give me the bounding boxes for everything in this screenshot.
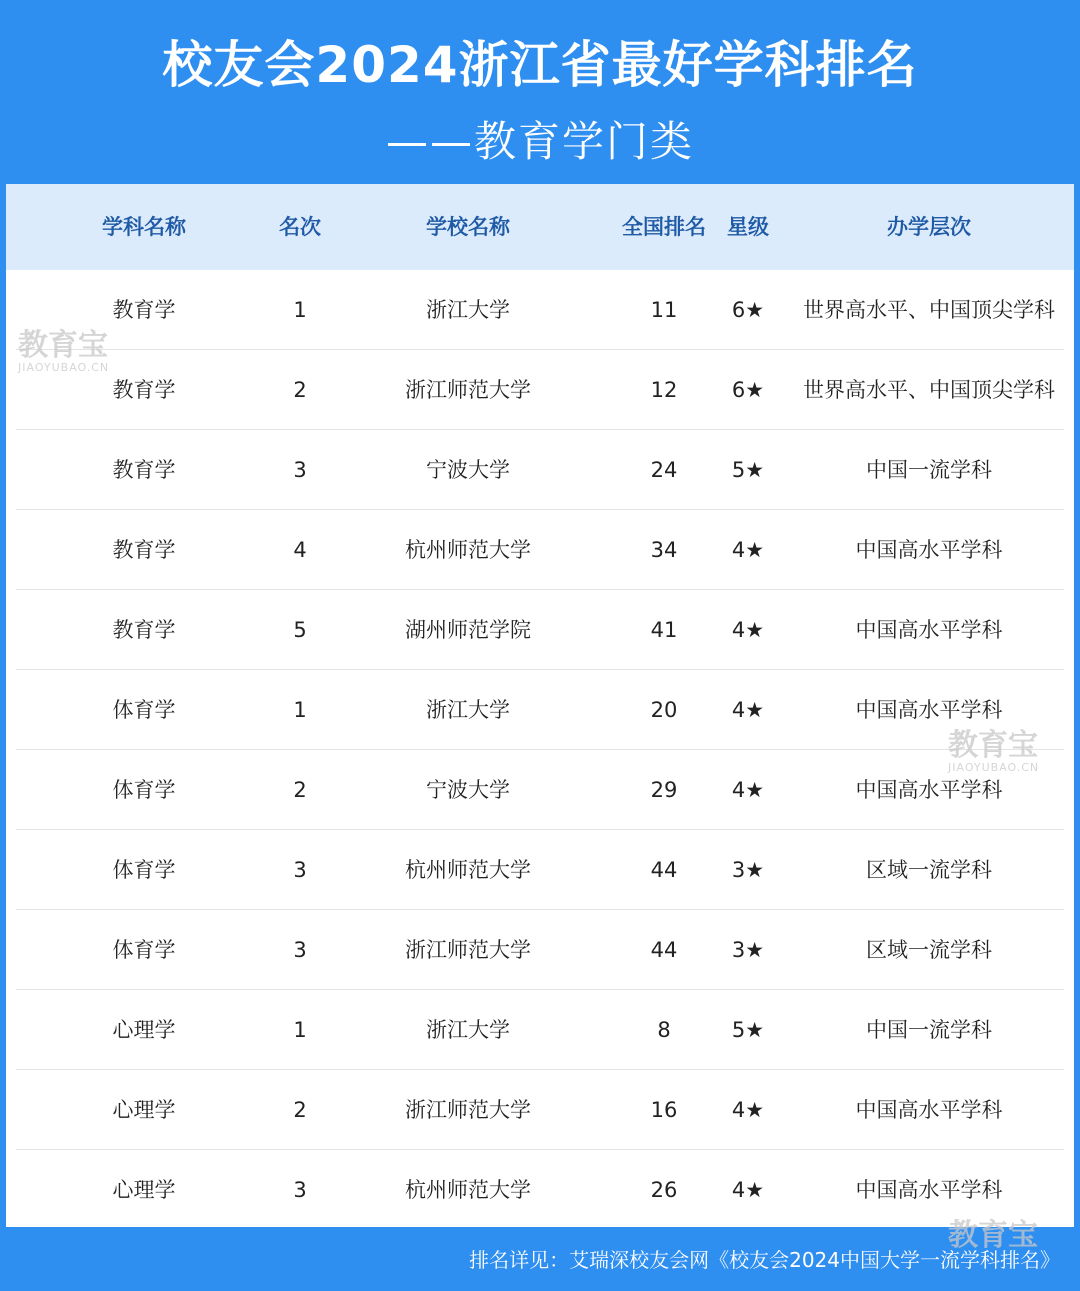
cell-level: 中国高水平学科 (855, 1178, 1003, 1202)
cell-school: 浙江大学 (426, 698, 510, 722)
cell-rank: 1 (293, 698, 307, 722)
cell-school: 浙江师范大学 (405, 1098, 531, 1122)
cell-rank: 2 (293, 1098, 307, 1122)
cell-rank: 4 (293, 538, 307, 562)
cell-level: 区域一流学科 (866, 938, 992, 962)
cell-stars: 3★ (731, 858, 765, 882)
cell-subject: 体育学 (112, 698, 176, 722)
cell-level: 中国高水平学科 (855, 538, 1003, 562)
cell-stars: 3★ (731, 938, 765, 962)
cell-stars: 6★ (731, 378, 765, 402)
watermark-logo (18, 330, 109, 374)
cell-national-rank: 41 (650, 618, 678, 642)
cell-subject: 心理学 (112, 1098, 176, 1122)
cell-level: 世界高水平、中国顶尖学科 (803, 378, 1055, 402)
cell-subject: 心理学 (112, 1178, 176, 1202)
cell-rank: 3 (293, 1178, 307, 1202)
table-row (6, 510, 1074, 590)
watermark-logo (948, 1220, 1038, 1252)
cell-stars: 5★ (731, 1018, 765, 1042)
cell-school: 杭州师范大学 (405, 858, 531, 882)
cell-level: 中国高水平学科 (855, 698, 1003, 722)
cell-stars: 6★ (731, 298, 765, 322)
cell-level: 中国一流学科 (866, 1018, 992, 1042)
table-row (6, 990, 1074, 1070)
cell-rank: 5 (293, 618, 307, 642)
column-header-rank: 名次 (279, 215, 321, 239)
table-row (6, 590, 1074, 670)
column-header-school: 学校名称 (426, 215, 510, 239)
cell-level: 中国高水平学科 (855, 1098, 1003, 1122)
cell-school: 浙江大学 (426, 1018, 510, 1042)
watermark-text: 教育宝 (948, 1218, 1038, 1253)
watermark-subtext: JIAOYUBAO.CN (948, 761, 1040, 774)
cell-national-rank: 12 (650, 378, 678, 402)
cell-level: 中国高水平学科 (855, 618, 1003, 642)
cell-rank: 3 (293, 938, 307, 962)
cell-rank: 2 (293, 778, 307, 802)
cell-subject: 教育学 (112, 378, 176, 402)
cell-level: 中国一流学科 (866, 458, 992, 482)
cell-national-rank: 26 (650, 1178, 678, 1202)
cell-school: 杭州师范大学 (405, 538, 531, 562)
table-row (6, 430, 1074, 510)
column-header-national-rank: 全国排名 (622, 215, 706, 239)
cell-national-rank: 29 (650, 778, 678, 802)
cell-national-rank: 34 (650, 538, 678, 562)
cell-national-rank: 16 (650, 1098, 678, 1122)
cell-national-rank: 8 (657, 1018, 671, 1042)
cell-subject: 教育学 (112, 618, 176, 642)
column-header-stars: 星级 (727, 215, 769, 239)
cell-rank: 2 (293, 378, 307, 402)
table-row (6, 670, 1074, 750)
watermark-text: 教育宝 (18, 328, 108, 363)
source-note: 排名详见：艾瑞深校友会网《校友会2024中国大学一流学科排名》 (469, 1248, 1060, 1272)
cell-stars: 4★ (731, 778, 765, 802)
cell-school: 湖州师范学院 (405, 618, 531, 642)
cell-national-rank: 11 (650, 298, 678, 322)
cell-school: 浙江师范大学 (405, 378, 531, 402)
cell-subject: 体育学 (112, 778, 176, 802)
cell-subject: 教育学 (112, 458, 176, 482)
cell-stars: 4★ (731, 1098, 765, 1122)
cell-national-rank: 44 (650, 858, 678, 882)
cell-level: 区域一流学科 (866, 858, 992, 882)
cell-subject: 心理学 (112, 1018, 176, 1042)
cell-school: 浙江师范大学 (405, 938, 531, 962)
watermark-text: 教育宝 (948, 728, 1038, 763)
cell-school: 宁波大学 (426, 778, 510, 802)
column-header-subject: 学科名称 (102, 215, 186, 239)
cell-subject: 教育学 (112, 538, 176, 562)
cell-national-rank: 24 (650, 458, 678, 482)
cell-subject: 教育学 (112, 298, 176, 322)
cell-stars: 4★ (731, 538, 765, 562)
cell-subject: 体育学 (112, 938, 176, 962)
cell-school: 杭州师范大学 (405, 1178, 531, 1202)
column-header-level: 办学层次 (887, 215, 971, 239)
table-row (6, 750, 1074, 830)
page-subtitle: ——教育学门类 (385, 117, 694, 166)
table-row (6, 1150, 1074, 1230)
cell-rank: 3 (293, 858, 307, 882)
watermark-logo (948, 730, 1039, 774)
cell-school: 浙江大学 (426, 298, 510, 322)
table-row (6, 1070, 1074, 1150)
ranking-table (6, 184, 1074, 1227)
cell-stars: 5★ (731, 458, 765, 482)
table-row (6, 910, 1074, 990)
cell-level: 中国高水平学科 (855, 778, 1003, 802)
table-header (6, 184, 1074, 270)
watermark-subtext: JIAOYUBAO.CN (18, 361, 110, 374)
table-row (6, 350, 1074, 430)
cell-rank: 1 (293, 1018, 307, 1042)
cell-level: 世界高水平、中国顶尖学科 (803, 298, 1055, 322)
cell-national-rank: 20 (650, 698, 678, 722)
table-row (6, 830, 1074, 910)
cell-national-rank: 44 (650, 938, 678, 962)
cell-rank: 1 (293, 298, 307, 322)
cell-stars: 4★ (731, 1178, 765, 1202)
table-row (6, 270, 1074, 350)
page-title: 校友会2024浙江省最好学科排名 (162, 36, 918, 94)
cell-subject: 体育学 (112, 858, 176, 882)
cell-rank: 3 (293, 458, 307, 482)
cell-stars: 4★ (731, 698, 765, 722)
cell-school: 宁波大学 (426, 458, 510, 482)
cell-stars: 4★ (731, 618, 765, 642)
